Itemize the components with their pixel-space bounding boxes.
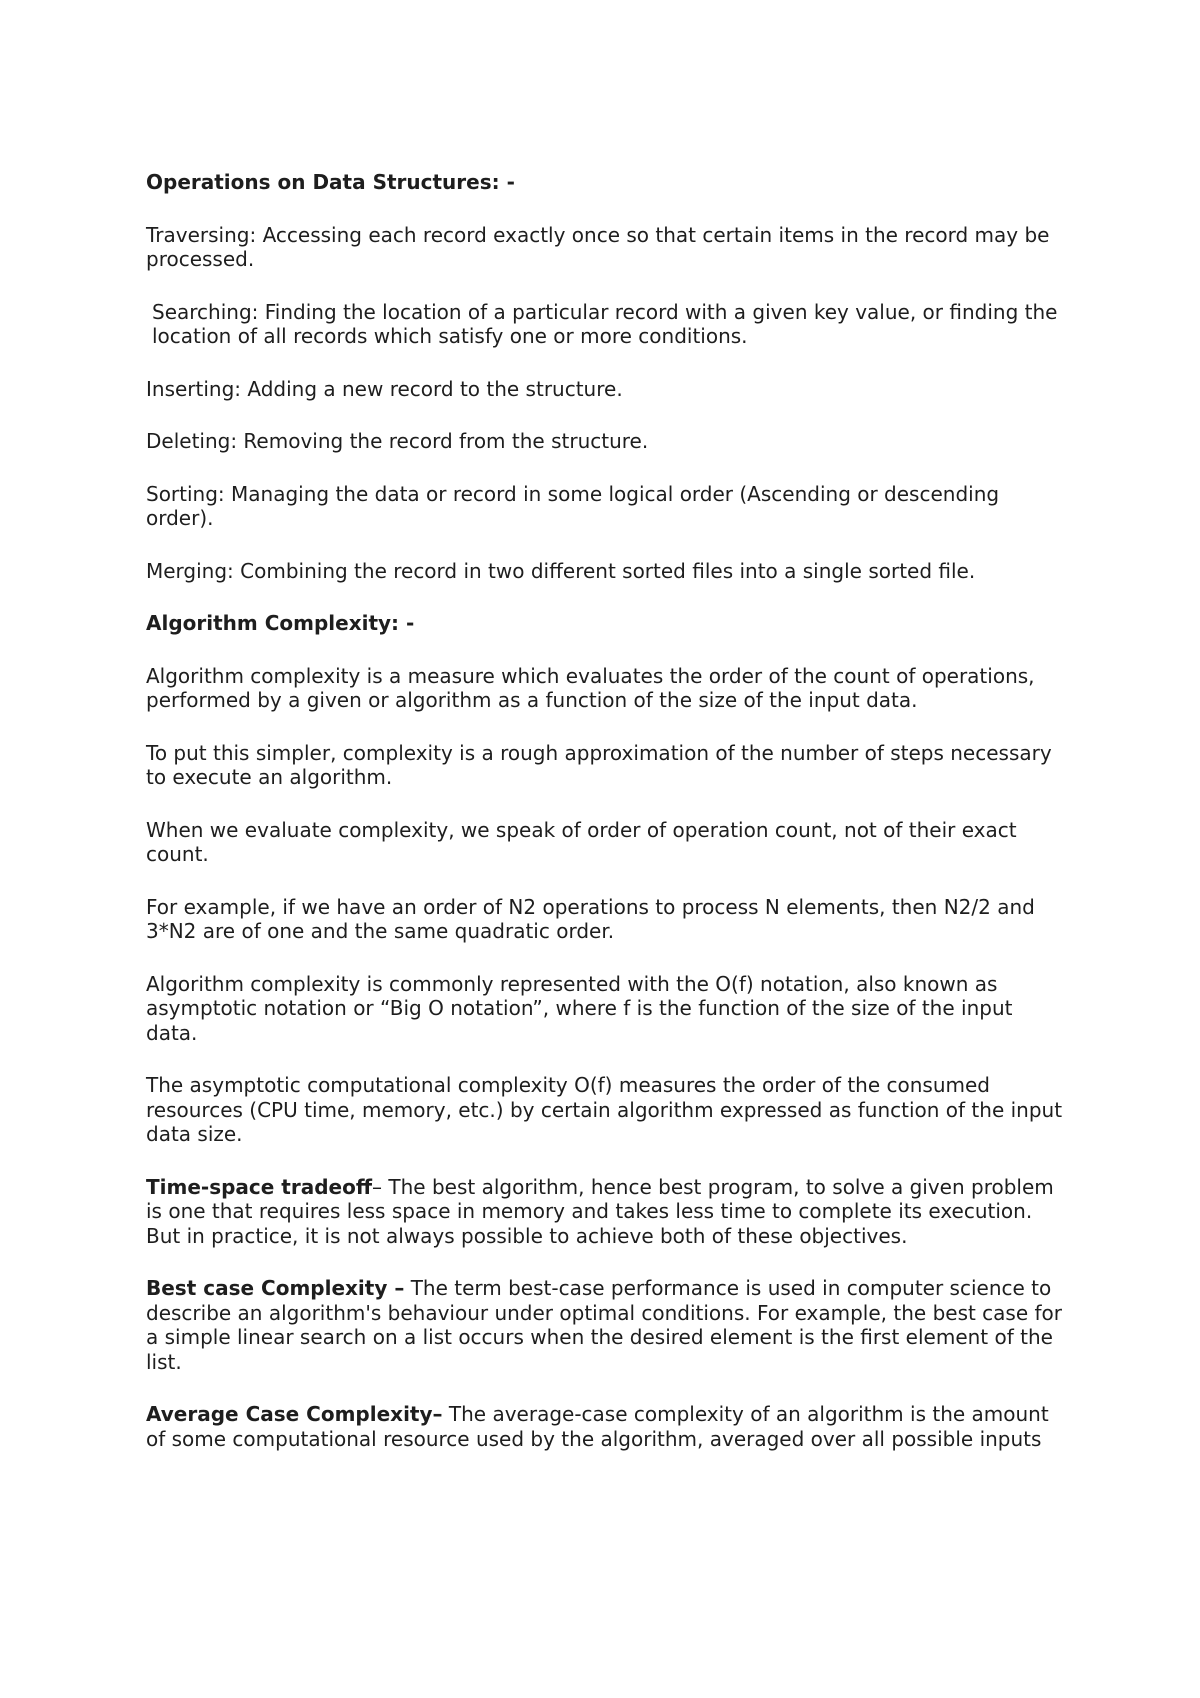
merging-paragraph: Merging: Combining the record in two different sorted files into a single sorted file. xyxy=(146,558,976,583)
operations-heading: Operations on Data Structures: - xyxy=(146,170,515,194)
deleting-paragraph: Deleting: Removing the record from the structure. xyxy=(146,429,649,453)
average-case-term: Average Case Complexity– xyxy=(146,1402,443,1426)
complexity-heading: Algorithm Complexity: - xyxy=(146,611,415,635)
complexity-paragraph-5: Algorithm complexity is commonly represented with the O(f) notation, also known as asymptotic notation or “Big O notation”, where f is the function of the size of the input data. xyxy=(146,971,1013,1045)
tradeoff-text: – The best algorithm, hence best program, to solve a given problem is one that requires less space in memory and takes less time to complete its execution. But in practice, it is not always possible to achieve both of these objectives. xyxy=(146,1174,1054,1248)
searching-paragraph: Searching: Finding the location of a particular record with a given key value, or finding the location of all records which satisfy one or more conditions. xyxy=(152,299,1058,348)
best-case-text: The term best-case performance is used in computer science to describe an algorithm's behaviour under optimal conditions. For example, the best case for a simple linear search on a list occurs when the desired element is the first element of the list. xyxy=(146,1276,1063,1374)
complexity-paragraph-6: The asymptotic computational complexity O(f) measures the order of the consumed resources (CPU time, memory, etc.) by certain algorithm expressed as function of the input data size. xyxy=(146,1073,1063,1146)
complexity-paragraph-2: To put this simpler, complexity is a rough approximation of the number of steps necessary to execute an algorithm. xyxy=(146,740,1052,789)
best-case-term: Best case Complexity – xyxy=(146,1276,405,1300)
tradeoff-paragraph xyxy=(146,1175,1066,1249)
complexity-paragraph-3: When we evaluate complexity, we speak of order of operation count, not of their exact count. xyxy=(146,817,1017,866)
document-body xyxy=(146,170,1066,1479)
best-case-paragraph xyxy=(146,1276,1066,1374)
inserting-paragraph: Inserting: Adding a new record to the structure. xyxy=(146,376,623,401)
traversing-paragraph: Traversing: Accessing each record exactly once so that certain items in the record may be processed. xyxy=(146,222,1050,271)
average-case-text: The average-case complexity of an algorithm is the amount of some computational resource used by the algorithm, averaged over all possible inputs xyxy=(146,1402,1049,1451)
complexity-paragraph-4: For example, if we have an order of N2 operations to process N elements, then N2/2 and 3*N2 are of one and the same quadratic order. xyxy=(146,894,1035,943)
complexity-paragraph-1: Algorithm complexity is a measure which evaluates the order of the count of operations, performed by a given or algorithm as a function of the size of the input data. xyxy=(146,663,1035,712)
tradeoff-term: Time-space tradeoff xyxy=(146,1174,373,1199)
average-case-paragraph xyxy=(146,1402,1066,1451)
sorting-paragraph: Sorting: Managing the data or record in some logical order (Ascending or descending order). xyxy=(146,481,1000,530)
